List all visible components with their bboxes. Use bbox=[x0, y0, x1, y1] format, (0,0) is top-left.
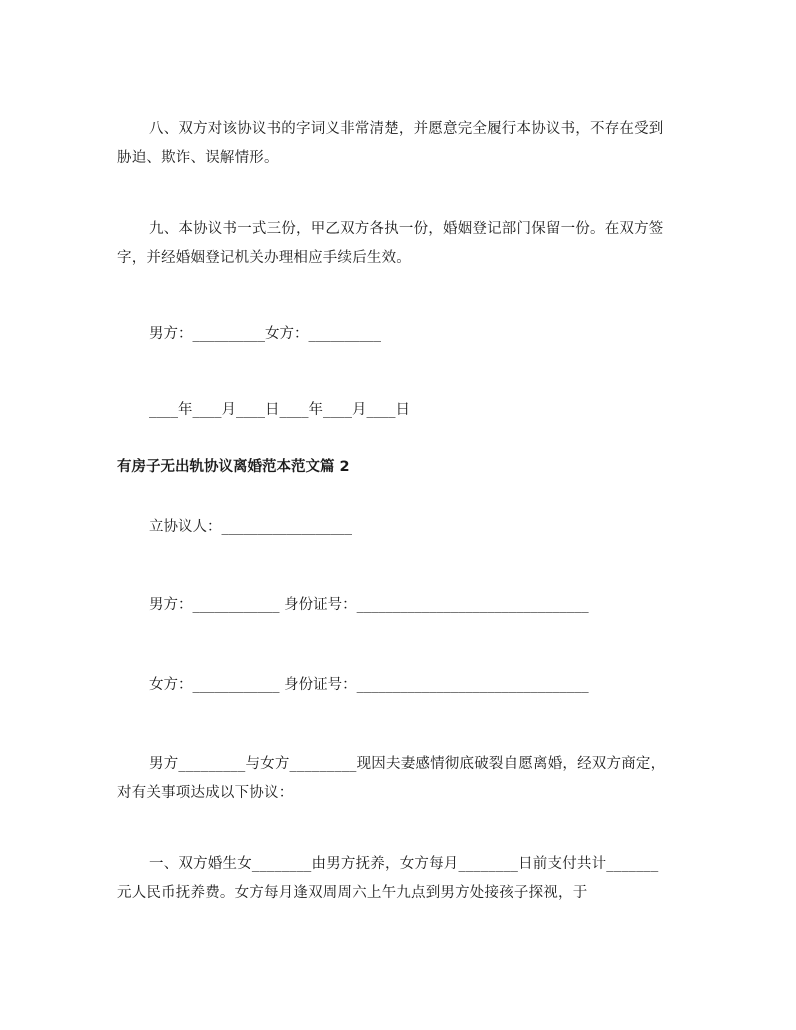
clause-1-paragraph: 一、双方婚生女________由男方抚养，女方每月________日前支付共计_______元人民币抚养费。女方每月逢双周周六上午九点到男方处接孩子探视，于 bbox=[117, 856, 659, 901]
signature-line: 男方：__________女方：__________ bbox=[149, 326, 381, 342]
clause-8-paragraph: 八、双方对该协议书的字词义非常清楚，并愿意完全履行本协议书，不存在受到胁迫、欺诈、误解情形。 bbox=[117, 121, 664, 166]
party-line: 立协议人：__________________ bbox=[149, 519, 352, 535]
female-party-line: 女方：____________ 身份证号：________________________________ bbox=[149, 677, 589, 693]
intro-paragraph: 男方_________与女方_________现因夫妻感情彻底破裂自愿离婚，经双方商定，对有关事项达成以下协议： bbox=[117, 756, 666, 801]
male-party-line: 男方：____________ 身份证号：________________________________ bbox=[149, 597, 589, 613]
clause-9-paragraph: 九、本协议书一式三份，甲乙双方各执一份，婚姻登记部门保留一份。在双方签字，并经婚姻登记机关办理相应手续后生效。 bbox=[117, 221, 664, 266]
section-title: 有房子无出轨协议离婚范本范文篇 2 bbox=[117, 459, 350, 475]
date-line: ____年____月____日____年____月____日 bbox=[149, 402, 410, 418]
